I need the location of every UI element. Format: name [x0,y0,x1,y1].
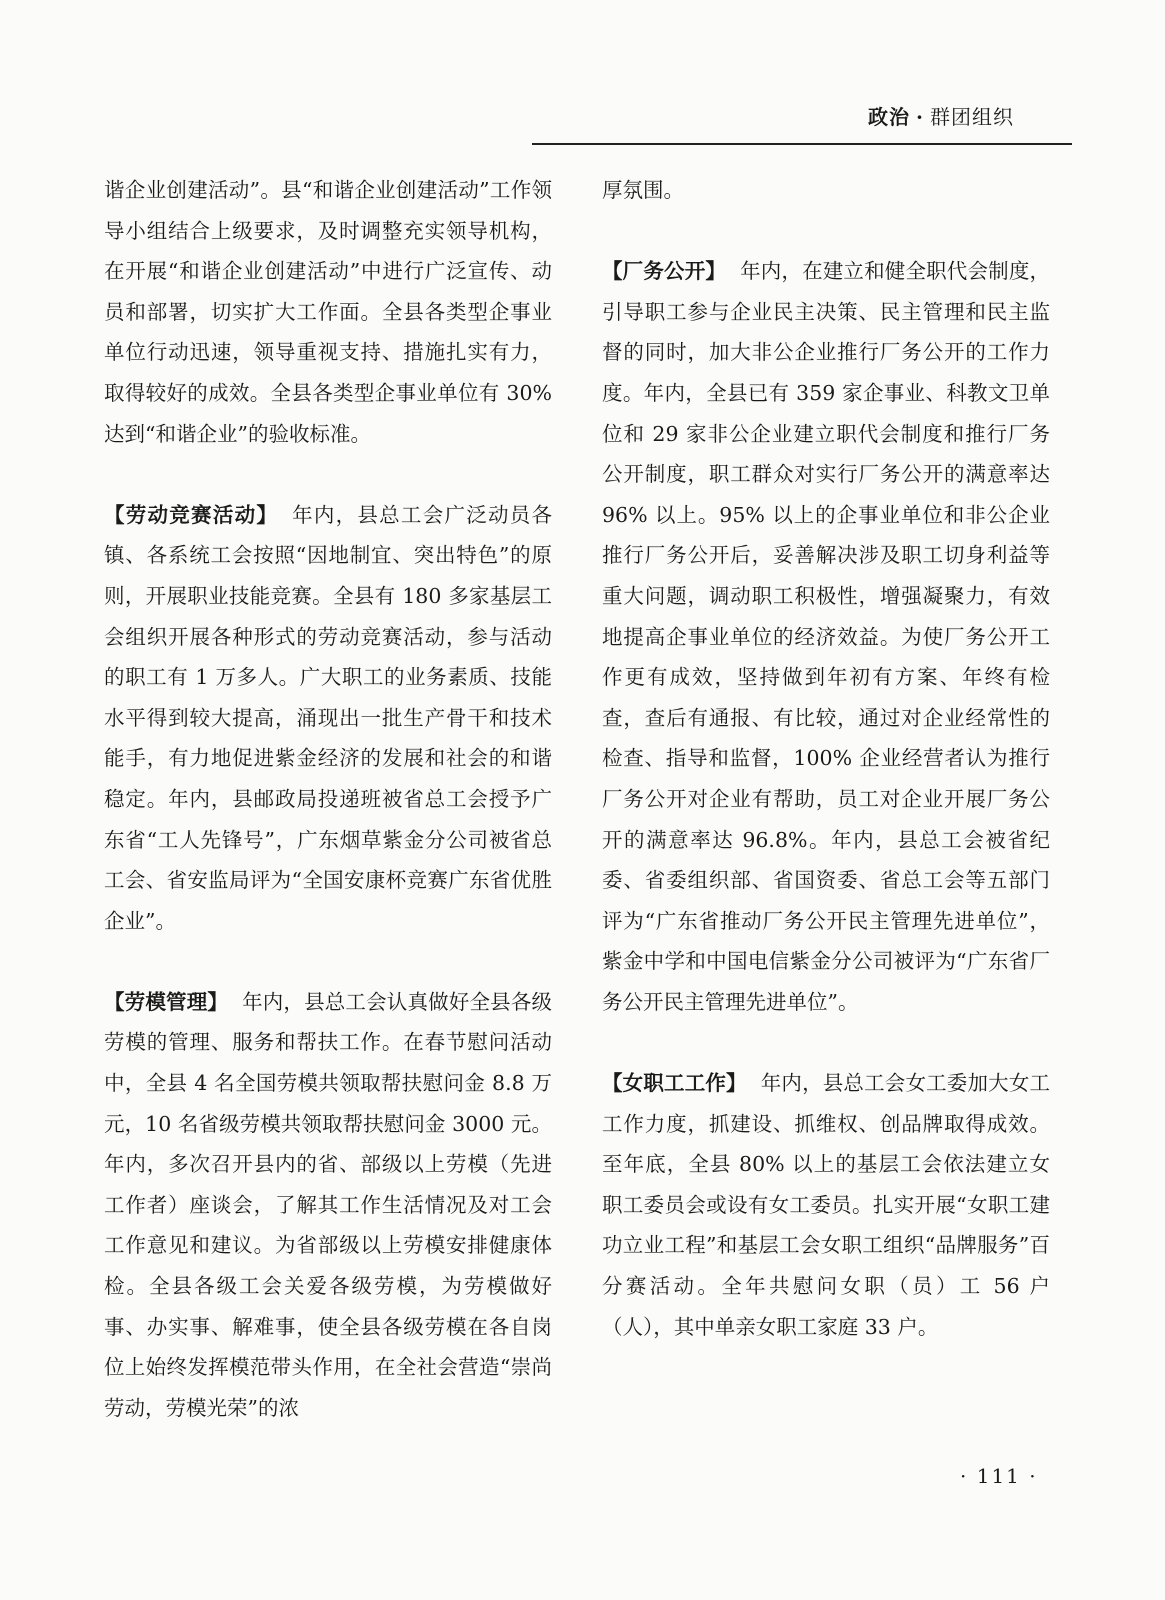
factory-affairs-heading: 【厂务公开】 [602,259,727,284]
female-workers-section [602,1063,1050,1347]
labor-competition-text: 年内，县总工会广泛动员各镇、各系统工会按照“因地制宜、突出特色”的原则，开展职业技能竞赛。全县有 180 多家基层工会组织开展各种形式的劳动竞赛活动，参与活动的职工有 1 万多人。广大职工的业务素质、技能水平得到较大提高，涌现出一批生产骨干和技术能手，有力地促进紫金经济的发展和社会的和谐稳定。年内，县邮政局投递班被省总工会授予广东省“工人先锋号”，广东烟草紫金分公司被省总工会、省安监局评为“全国安康杯竞赛广东省优胜企业”。 [104,502,553,933]
labor-competition-heading: 【劳动竞赛活动】 [104,502,279,527]
header-rule [532,143,1072,145]
model-worker-section [104,982,552,1429]
model-worker-heading: 【劳模管理】 [104,989,229,1014]
page-number: · 111 · [960,1464,1038,1488]
labor-competition-section [104,495,552,942]
right-column [602,170,1050,1347]
factory-affairs-section [602,251,1050,1022]
female-workers-text: 年内，县总工会女工委加大女工工作力度，抓建设、抓维权、创品牌取得成效。至年底，全县 80% 以上的基层工会依法建立女职工委员会或设有女工委员。扎实开展“女职工建功立业工程”和基层工会女职工组织“品牌服务”百分赛活动。全年共慰问女职（员）工 56 户（人），其中单亲女职工家庭 33 户。 [602,1071,1051,1339]
left-column [104,170,552,1428]
running-head [868,101,1014,130]
section-title: 政治 [868,105,910,129]
female-workers-heading: 【女职工工作】 [602,1071,747,1096]
continued-paragraph-end: 厚氛围。 [602,178,684,202]
separator-dot: · [916,105,924,129]
subsection-title: 群团组织 [929,105,1014,129]
continued-paragraph: 谐企业创建活动”。县“和谐企业创建活动”工作领导小组结合上级要求，及时调整充实领导机构，在开展“和谐企业创建活动”中进行广泛宣传、动员和部署，切实扩大工作面。全县各类型企事业单位行动迅速，领导重视支持、措施扎实有力，取得较好的成效。全县各类型企事业单位有 30% 达到“和谐企业”的验收标准。 [104,178,552,446]
factory-affairs-text: 年内，在建立和健全职代会制度，引导职工参与企业民主决策、民主管理和民主监督的同时，加大非公企业推行厂务公开的工作力度。年内，全县已有 359 家企事业、科教文卫单位和 29 家非公企业建立职代会制度和推行厂务公开制度，职工群众对实行厂务公开的满意率达 96% 以上。95% 以上的企事业单位和非公企业推行厂务公开后，妥善解决涉及职工切身利益等重大问题，调动职工积极性，增强凝聚力，有效地提高企事业单位的经济效益。为使厂务公开工作更有成效，坚持做到年初有方案、年终有检查，查后有通报、有比较，通过对企业经常性的检查、指导和监督，100% 企业经营者认为推行厂务公开对企业有帮助，员工对企业开展厂务公开的满意率达 96.8%。年内，县总工会被省纪委、省委组织部、省国资委、省总工会等五部门评为“广东省推动厂务公开民主管理先进单位”，紫金中学和中国电信紫金分公司被评为“广东省厂务公开民主管理先进单位”。 [602,259,1051,1014]
model-worker-text: 年内，县总工会认真做好全县各级劳模的管理、服务和帮扶工作。在春节慰问活动中，全县 4 名全国劳模共领取帮扶慰问金 8.8 万元，10 名省级劳模共领取帮扶慰问金 3000 元。年内，多次召开县内的省、部级以上劳模（先进工作者）座谈会，了解其工作生活情况及对工会工作意见和建议。为省部级以上劳模安排健康体检。全县各级工会关爱各级劳模，为劳模做好事、办实事、解难事，使全县各级劳模在各自岗位上始终发挥模范带头作用，在全社会营造“崇尚劳动，劳模光荣”的浓 [104,989,553,1420]
